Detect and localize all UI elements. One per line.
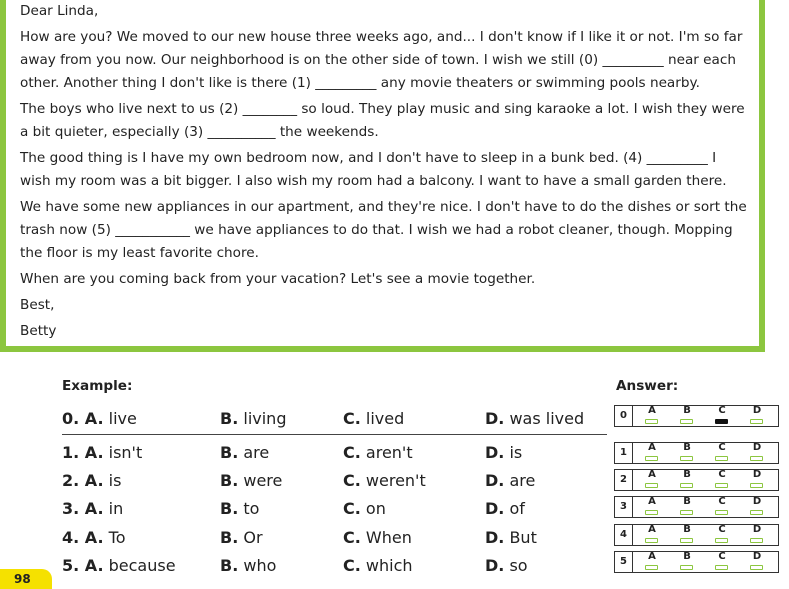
option-a: 1. A. isn't [62, 443, 143, 462]
answer-row [614, 496, 779, 518]
answer-label: Answer: [616, 378, 679, 394]
option-letter: C. [343, 499, 361, 518]
option-a: 3. A. in [62, 499, 124, 518]
example-label: Example: [62, 378, 133, 394]
option-letter: 2. A. [62, 471, 104, 490]
letter-text [20, 0, 750, 343]
option-letter: D. [485, 443, 505, 462]
option-d: D. was lived [485, 409, 585, 428]
bubble-box [715, 510, 728, 515]
answer-number: 4 [615, 525, 633, 545]
bubble-letter: C [718, 469, 726, 480]
option-b: B. to [220, 499, 260, 518]
bubble-box [645, 565, 658, 570]
bubble-letter: A [648, 405, 656, 416]
option-a: 0. A. live [62, 409, 137, 428]
question-row [62, 409, 622, 431]
answer-bubble-b[interactable] [678, 407, 696, 425]
bubble-letter: A [648, 524, 656, 535]
option-letter: B. [220, 471, 239, 490]
bubble-box [645, 510, 658, 515]
bubble-box [680, 510, 693, 515]
option-c: C. on [343, 499, 386, 518]
bubble-box [715, 538, 728, 543]
answer-row [614, 405, 779, 427]
option-c: C. aren't [343, 443, 413, 462]
answer-row [614, 442, 779, 464]
option-d: D. so [485, 556, 528, 575]
option-a: 4. A. To [62, 528, 126, 547]
answer-bubble-a[interactable] [643, 553, 661, 571]
bubble-box [750, 565, 763, 570]
option-letter: 4. A. [62, 528, 104, 547]
answer-bubble-d[interactable] [748, 553, 766, 571]
answer-number: 5 [615, 552, 633, 572]
bubble-box [750, 510, 763, 515]
bubble-box [715, 565, 728, 570]
answer-bubble-d[interactable] [748, 526, 766, 544]
option-c: C. When [343, 528, 412, 547]
option-letter: B. [220, 556, 239, 575]
bubble-letter: D [752, 496, 762, 507]
option-c: C. weren't [343, 471, 426, 490]
answer-bubble-b[interactable] [678, 526, 696, 544]
option-letter: C. [343, 443, 361, 462]
answer-bubble-a[interactable] [643, 471, 661, 489]
bubble-box [680, 538, 693, 543]
bubble-letter: C [718, 405, 726, 416]
option-c: C. which [343, 556, 413, 575]
option-b: B. who [220, 556, 277, 575]
option-b: B. were [220, 471, 283, 490]
bubble-box [715, 419, 728, 424]
answer-bubble-a[interactable] [643, 444, 661, 462]
answer-row [614, 524, 779, 546]
answer-bubble-c[interactable] [713, 526, 731, 544]
option-letter: B. [220, 443, 239, 462]
bubble-letter: A [648, 469, 656, 480]
answer-bubble-c[interactable] [713, 498, 731, 516]
option-letter: 1. A. [62, 443, 104, 462]
answer-bubble-c[interactable] [713, 407, 731, 425]
question-row [62, 528, 622, 550]
option-d: D. are [485, 471, 536, 490]
bubble-letter: A [648, 551, 656, 562]
option-letter: D. [485, 499, 505, 518]
option-a: 2. A. is [62, 471, 122, 490]
bubble-box [680, 419, 693, 424]
answer-row [614, 551, 779, 573]
option-d: D. is [485, 443, 523, 462]
option-b: B. living [220, 409, 287, 428]
bubble-box [750, 538, 763, 543]
answer-bubble-b[interactable] [678, 444, 696, 462]
answer-bubble-c[interactable] [713, 471, 731, 489]
bubble-box [680, 456, 693, 461]
bubble-letter: C [718, 524, 726, 535]
option-b: B. Or [220, 528, 263, 547]
option-letter: D. [485, 409, 505, 428]
answer-bubble-a[interactable] [643, 407, 661, 425]
option-letter: C. [343, 471, 361, 490]
bubble-box [680, 483, 693, 488]
divider [62, 434, 607, 435]
bubble-letter: D [752, 524, 762, 535]
option-a: 5. A. because [62, 556, 176, 575]
bubble-box [645, 483, 658, 488]
bubble-letter: D [752, 551, 762, 562]
page-number: 98 [14, 572, 31, 586]
option-b: B. are [220, 443, 270, 462]
question-row [62, 499, 622, 521]
bubble-letter: B [683, 551, 691, 562]
option-letter: D. [485, 471, 505, 490]
option-letter: 3. A. [62, 499, 104, 518]
bubble-box [750, 419, 763, 424]
option-letter: C. [343, 556, 361, 575]
answer-bubble-a[interactable] [643, 498, 661, 516]
question-row [62, 471, 622, 493]
answer-number: 1 [615, 443, 633, 463]
option-letter: B. [220, 499, 239, 518]
answer-bubble-b[interactable] [678, 553, 696, 571]
option-letter: D. [485, 528, 505, 547]
bubble-box [680, 565, 693, 570]
paragraph-3: The good thing is I have my own bedroom now, and I don't have to sleep in a bunk bed. (4) _________ I wish my room was a bit bigger. I also wish my room had a balcony. I want to have a small garden there. [20, 150, 727, 189]
bubble-box [750, 483, 763, 488]
greeting: Dear Linda, [20, 3, 99, 19]
paragraph-2: The boys who live next to us (2) ________ so loud. They play music and sing karaoke a lot. I wish they were a bit quieter, especially (3) __________ the weekends. [20, 101, 745, 140]
option-letter: 0. A. [62, 409, 104, 428]
answer-bubble-d[interactable] [748, 407, 766, 425]
bubble-letter: C [718, 442, 726, 453]
bubble-box [645, 419, 658, 424]
answer-bubble-d[interactable] [748, 444, 766, 462]
paragraph-1: How are you? We moved to our new house three weeks ago, and... I don't know if I like it or not. I'm so far away from you now. Our neighborhood is on the other side of town. I wish we still (0) _________ near each other. Another thing I don't like is there (1) _________ any movie theaters or swimming pools nearby. [20, 29, 743, 91]
page-number-tab [0, 569, 52, 589]
bubble-letter: C [718, 551, 726, 562]
answer-bubble-a[interactable] [643, 526, 661, 544]
answer-row [614, 469, 779, 491]
bubble-box [750, 456, 763, 461]
answer-bubble-b[interactable] [678, 471, 696, 489]
paragraph-4: We have some new appliances in our apartment, and they're nice. I don't have to do the dishes or sort the trash now (5) ___________ we have appliances to do that. I wish we had a robot cleaner, though. Mopping the floor is my least favorite chore. [20, 199, 747, 261]
bubble-letter: B [683, 524, 691, 535]
answer-bubble-c[interactable] [713, 553, 731, 571]
bubble-letter: B [683, 405, 691, 416]
paragraph-5: When are you coming back from your vacation? Let's see a movie together. [20, 271, 536, 287]
option-letter: C. [343, 409, 361, 428]
bubble-letter: C [718, 496, 726, 507]
answer-number: 0 [615, 406, 633, 426]
option-letter: C. [343, 528, 361, 547]
answer-number: 3 [615, 497, 633, 517]
answer-bubble-c[interactable] [713, 444, 731, 462]
option-d: D. of [485, 499, 525, 518]
option-letter: 5. A. [62, 556, 104, 575]
option-letter: D. [485, 556, 505, 575]
answer-bubble-d[interactable] [748, 471, 766, 489]
bubble-box [715, 483, 728, 488]
question-row [62, 443, 622, 465]
answer-bubble-b[interactable] [678, 498, 696, 516]
bubble-letter: B [683, 442, 691, 453]
closing: Best, [20, 297, 55, 313]
option-d: D. But [485, 528, 537, 547]
answer-number: 2 [615, 470, 633, 490]
bubble-box [715, 456, 728, 461]
bubble-letter: B [683, 496, 691, 507]
option-letter: B. [220, 409, 239, 428]
option-letter: B. [220, 528, 239, 547]
bubble-letter: D [752, 469, 762, 480]
bubble-letter: D [752, 442, 762, 453]
question-row [62, 556, 622, 578]
bubble-box [645, 538, 658, 543]
option-c: C. lived [343, 409, 405, 428]
bubble-letter: B [683, 469, 691, 480]
bubble-letter: A [648, 496, 656, 507]
answer-bubble-d[interactable] [748, 498, 766, 516]
signature: Betty [20, 323, 57, 339]
bubble-box [645, 456, 658, 461]
bubble-letter: A [648, 442, 656, 453]
bubble-letter: D [752, 405, 762, 416]
